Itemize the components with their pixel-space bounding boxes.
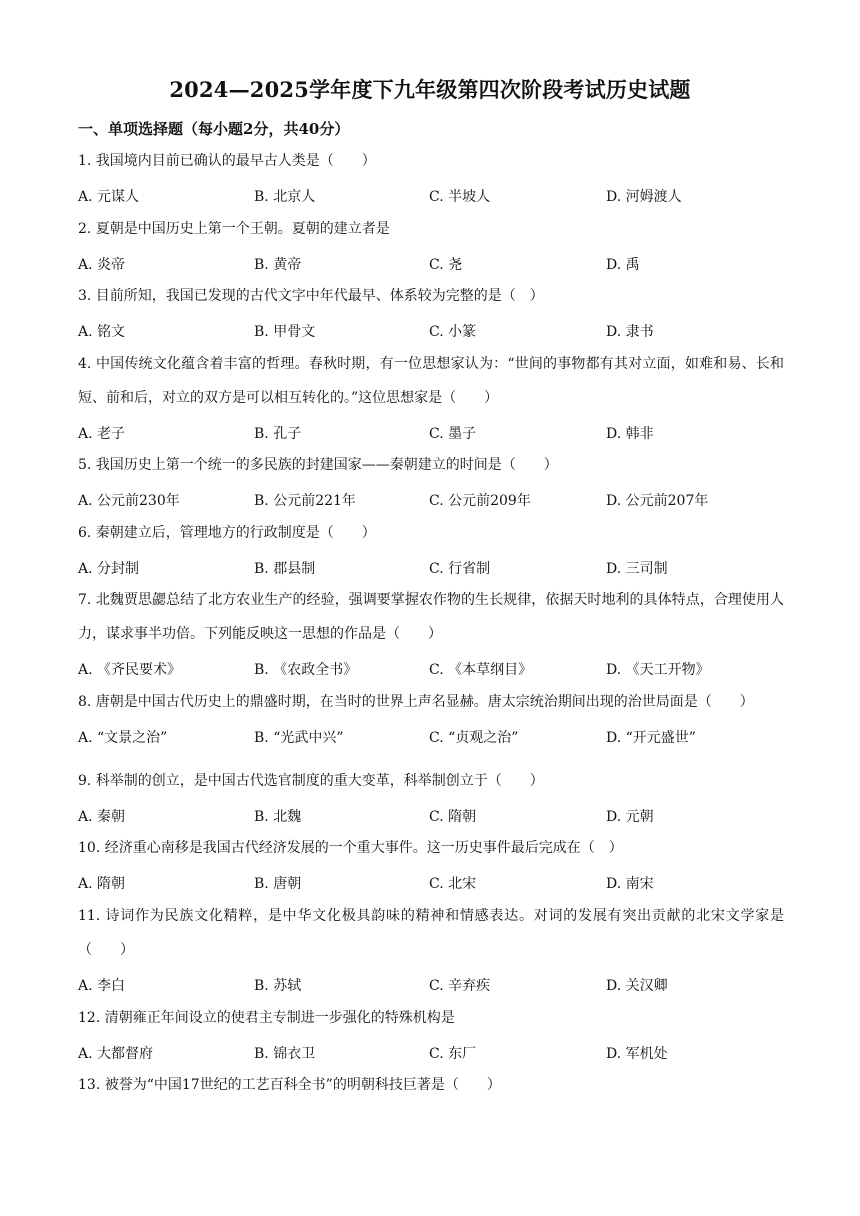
question-stem: 7. 北魏贾思勰总结了北方农业生产的经验，强调要掌握农作物的生长规律，依据天时地利的具体特点，合理使用人力，谋求事半功倍。下列能反映这一思想的作品是（ ） <box>78 592 784 642</box>
option-a: A. “文景之治” <box>78 730 168 746</box>
question-stem: 12. 清朝雍正年间设立的使君主专制进一步强化的特殊机构是 <box>78 1010 455 1026</box>
option-d: D. “开元盛世” <box>606 730 696 746</box>
option-d: D. 《天工开物》 <box>606 662 710 678</box>
option-a: A. 公元前230年 <box>78 493 180 509</box>
question-stem: 11. 诗词作为民族文化精粹，是中华文化极具韵味的精神和情感表达。对词的发展有突出贡献的北宋文学家是（ ） <box>78 908 784 958</box>
option-d: D. 军机处 <box>606 1046 668 1062</box>
option-d: D. 关汉卿 <box>606 978 668 994</box>
option-d: D. 三司制 <box>606 561 668 577</box>
question-options <box>78 321 784 341</box>
option-c: C. 尧 <box>429 257 463 273</box>
page-title: 2024—2025学年度下九年级第四次阶段考试历史试题 <box>169 77 691 102</box>
option-c: C. 半坡人 <box>429 189 491 205</box>
option-c: C. 辛弃疾 <box>429 978 491 994</box>
option-b: B. 北魏 <box>254 809 302 825</box>
option-c: C. 隋朝 <box>429 809 477 825</box>
question-stem: 8. 唐朝是中国古代历史上的鼎盛时期，在当时的世界上声名显赫。唐太宗统治期间出现的治世局面是（ ） <box>78 694 754 710</box>
question-stem: 10. 经济重心南移是我国古代经济发展的一个重大事件。这一历史事件最后完成在（ ） <box>78 840 623 856</box>
option-d: D. 隶书 <box>606 324 654 340</box>
option-d: D. 河姆渡人 <box>606 189 682 205</box>
option-b: B. 北京人 <box>254 189 316 205</box>
option-a: A. 《齐民要术》 <box>78 662 182 678</box>
option-c: C. 行省制 <box>429 561 491 577</box>
question-options <box>78 254 784 274</box>
question-stem: 9. 科举制的创立，是中国古代选官制度的重大变革，科举制创立于（ ） <box>78 773 544 789</box>
question-stem: 5. 我国历史上第一个统一的多民族的封建国家——秦朝建立的时间是（ ） <box>78 457 558 473</box>
question-options <box>78 659 784 679</box>
option-a: A. 李白 <box>78 978 126 994</box>
question-options <box>78 490 784 510</box>
question-options <box>78 423 784 443</box>
question-options <box>78 975 784 995</box>
question-options <box>78 186 784 206</box>
option-a: A. 元谋人 <box>78 189 140 205</box>
option-a: A. 炎帝 <box>78 257 126 273</box>
option-a: A. 铭文 <box>78 324 126 340</box>
option-b: B. 黄帝 <box>254 257 302 273</box>
option-d: D. 禹 <box>606 257 640 273</box>
option-b: B. 锦衣卫 <box>254 1046 316 1062</box>
option-a: A. 大都督府 <box>78 1046 154 1062</box>
question-stem: 4. 中国传统文化蕴含着丰富的哲理。春秋时期，有一位思想家认为：“世间的事物都有其对立面，如难和易、长和短、前和后，对立的双方是可以相互转化的。”这位思想家是（ ） <box>78 356 784 406</box>
question-stem: 2. 夏朝是中国历史上第一个王朝。夏朝的建立者是 <box>78 221 390 237</box>
question-stem: 13. 被誉为“中国17世纪的工艺百科全书”的明朝科技巨著是（ ） <box>78 1077 501 1093</box>
option-c: C. 墨子 <box>429 426 477 442</box>
option-b: B. 郡县制 <box>254 561 316 577</box>
option-b: B. 苏轼 <box>254 978 302 994</box>
option-a: A. 分封制 <box>78 561 140 577</box>
option-b: B. 《农政全书》 <box>254 662 358 678</box>
option-d: D. 南宋 <box>606 876 654 892</box>
option-b: B. “光武中兴” <box>254 730 344 746</box>
option-c: C. 北宋 <box>429 876 477 892</box>
option-a: A. 老子 <box>78 426 126 442</box>
option-a: A. 秦朝 <box>78 809 126 825</box>
question-options <box>78 558 784 578</box>
option-c: C. “贞观之治” <box>429 730 519 746</box>
option-c: C. 小篆 <box>429 324 477 340</box>
option-c: C. 公元前209年 <box>429 493 531 509</box>
option-b: B. 孔子 <box>254 426 302 442</box>
option-d: D. 元朝 <box>606 809 654 825</box>
option-b: B. 公元前221年 <box>254 493 356 509</box>
option-c: C. 东厂 <box>429 1046 477 1062</box>
option-b: B. 唐朝 <box>254 876 302 892</box>
question-options <box>78 873 784 893</box>
option-d: D. 公元前207年 <box>606 493 709 509</box>
option-d: D. 韩非 <box>606 426 654 442</box>
section-heading: 一、单项选择题（每小题2分，共40分） <box>78 120 350 138</box>
question-stem: 1. 我国境内目前已确认的最早古人类是（ ） <box>78 153 376 169</box>
question-stem: 6. 秦朝建立后，管理地方的行政制度是（ ） <box>78 525 376 541</box>
question-options <box>78 727 784 747</box>
option-c: C. 《本草纲目》 <box>429 662 533 678</box>
question-stem: 3. 目前所知，我国已发现的古代文字中年代最早、体系较为完整的是（ ） <box>78 288 544 304</box>
question-options <box>78 1043 784 1063</box>
option-a: A. 隋朝 <box>78 876 126 892</box>
option-b: B. 甲骨文 <box>254 324 316 340</box>
question-options <box>78 806 784 826</box>
